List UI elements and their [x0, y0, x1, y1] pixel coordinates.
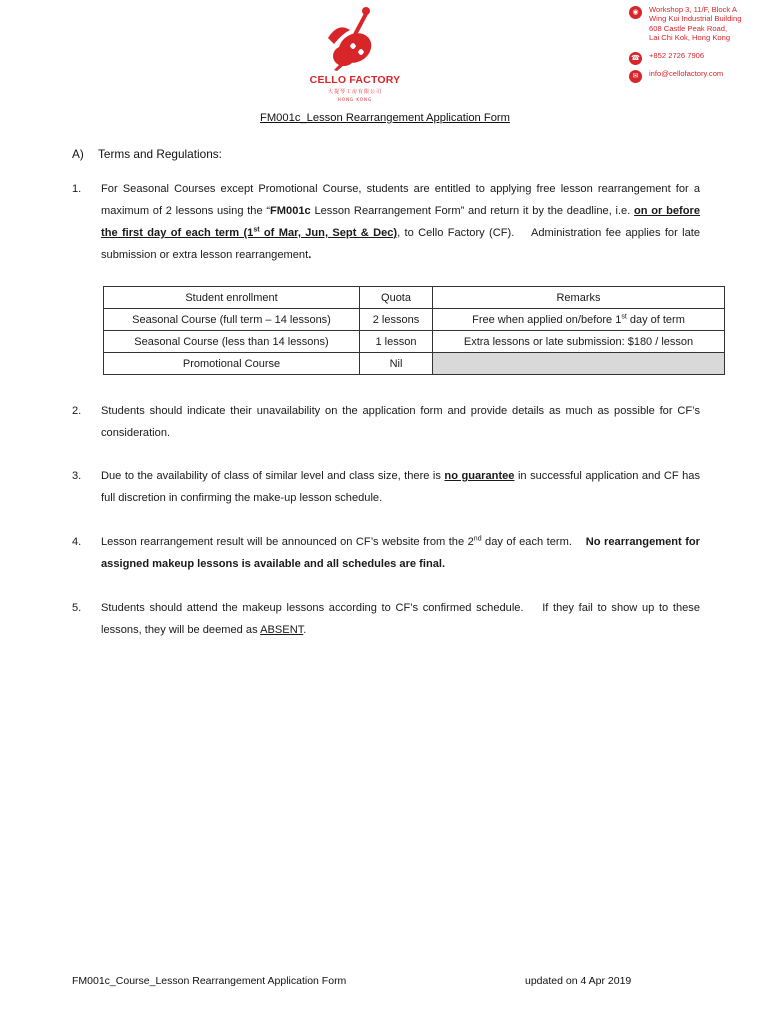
- cello-logo-icon: [320, 4, 390, 72]
- remark-cell-empty: [433, 353, 725, 375]
- item-text: [101, 465, 700, 509]
- term-item-3: [72, 465, 700, 509]
- item-number: 2.: [72, 405, 82, 417]
- footer-form-name: FM001c_Course_Lesson Rearrangement Application Form: [72, 975, 347, 987]
- section-letter: A): [72, 147, 84, 161]
- contact-phone: [627, 51, 767, 60]
- deadline-part: of Mar, Jun, Sept & Dec): [259, 227, 398, 239]
- superscript: nd: [473, 535, 482, 543]
- final-notice-text: No rearrangement for assigned makeup lessons is available and all schedules are final.: [101, 536, 700, 570]
- table-header-quota: Quota: [360, 287, 433, 309]
- table-row: [104, 309, 725, 331]
- phone-icon: ☎: [629, 52, 642, 65]
- item-text-part: Students should attend the makeup lessons according to CF’s confirmed schedule. If they fail to show up to these lessons, they will be deemed as: [101, 602, 700, 636]
- footer-updated-date: updated on 4 Apr 2019: [525, 975, 632, 987]
- mail-icon: ✉: [629, 70, 642, 83]
- superscript: st: [253, 226, 260, 234]
- enrollment-cell: Promotional Course: [104, 353, 360, 375]
- item-text-part: Lesson rearrangement result will be announced on CF’s website from the 2: [101, 536, 474, 548]
- item-text-part: Lesson Rearrangement Form” and return it by the deadline, i.e.: [310, 205, 635, 217]
- quota-cell: 2 lessons: [360, 309, 433, 331]
- item-number: 4.: [72, 536, 82, 548]
- logo-brand-name: CELLO FACTORY: [309, 74, 401, 86]
- quota-cell: 1 lesson: [360, 331, 433, 353]
- contact-email: [627, 69, 767, 81]
- item-number: 1.: [72, 183, 82, 195]
- remark-text: day of term: [626, 313, 685, 326]
- address-line: Wing Kui Industrial Building: [649, 14, 742, 24]
- item-text-part: .: [303, 624, 307, 636]
- item-text: Students should indicate their unavailability on the application form and provide details as much as possible for CF’s consideration.: [101, 405, 700, 439]
- address-line: 608 Castle Peak Road,: [649, 23, 728, 33]
- item-text-part: For Seasonal Courses except Promotional Course, students are entitled to applying free lesson rearrangement for a maximum of 2 lessons using the “: [101, 183, 700, 217]
- address-line: Workshop 3, 11/F, Block A: [649, 5, 737, 14]
- item-text-end: .: [308, 249, 312, 261]
- remark-cell: Extra lessons or late submission: $180 / lesson: [433, 331, 725, 353]
- remark-cell: [433, 309, 725, 331]
- table-row: [104, 353, 725, 375]
- deadline-part: on or before the first day of each term (1: [101, 205, 700, 239]
- section-heading: [72, 147, 222, 161]
- email-address: info@cellofactory.com: [649, 69, 724, 79]
- term-item-5: [72, 597, 700, 641]
- form-title: FM001c_Lesson Rearrangement Application Form: [260, 112, 510, 124]
- item-text-part: Due to the availability of class of similar level and class size, there is: [101, 470, 445, 482]
- no-guarantee-text: no guarantee: [444, 470, 515, 482]
- form-code: FM001c: [270, 205, 311, 217]
- table-header-enrollment: Student enrollment: [104, 287, 360, 309]
- enrollment-cell: Seasonal Course (full term – 14 lessons): [104, 309, 360, 331]
- item-number: 3.: [72, 470, 82, 482]
- enrollment-cell: Seasonal Course (less than 14 lessons): [104, 331, 360, 353]
- item-text-part: day of each term.: [481, 536, 586, 548]
- contact-address: [627, 5, 767, 43]
- table-header-remarks: Remarks: [433, 287, 725, 309]
- item-text: [101, 597, 700, 641]
- item-text: [101, 531, 700, 575]
- remark-text: Free when applied on/before 1: [472, 313, 622, 326]
- term-item-4: [72, 531, 700, 575]
- term-item-1: [72, 178, 700, 266]
- contact-block: [627, 5, 767, 81]
- phone-number: +852 2726 7906: [649, 50, 705, 60]
- term-item-2: [72, 400, 700, 444]
- address-lines: [649, 5, 767, 43]
- logo-subtitle: 大提琴工房有限公司: [327, 89, 382, 95]
- absent-text: ABSENT: [260, 624, 304, 636]
- logo-subtitle-2: HONG KONG: [337, 97, 373, 102]
- item-text: [101, 178, 700, 266]
- location-pin-icon: ◉: [629, 6, 642, 19]
- quota-table: [103, 286, 725, 375]
- item-text-part: , to Cello Factory (CF). Administration fee applies for late submission or extra lesson rearrangement: [101, 227, 700, 261]
- table-header-row: [104, 287, 725, 309]
- cello-factory-logo: [300, 4, 410, 102]
- section-title: Terms and Regulations:: [98, 147, 222, 161]
- quota-cell: Nil: [360, 353, 433, 375]
- superscript: st: [621, 312, 627, 320]
- table-row: [104, 331, 725, 353]
- item-number: 5.: [72, 602, 82, 614]
- item-text-part: in successful application and CF has full discretion in confirming the make-up lesson schedule.: [101, 470, 700, 504]
- address-line: Lai Chi Kok, Hong Kong: [649, 33, 731, 43]
